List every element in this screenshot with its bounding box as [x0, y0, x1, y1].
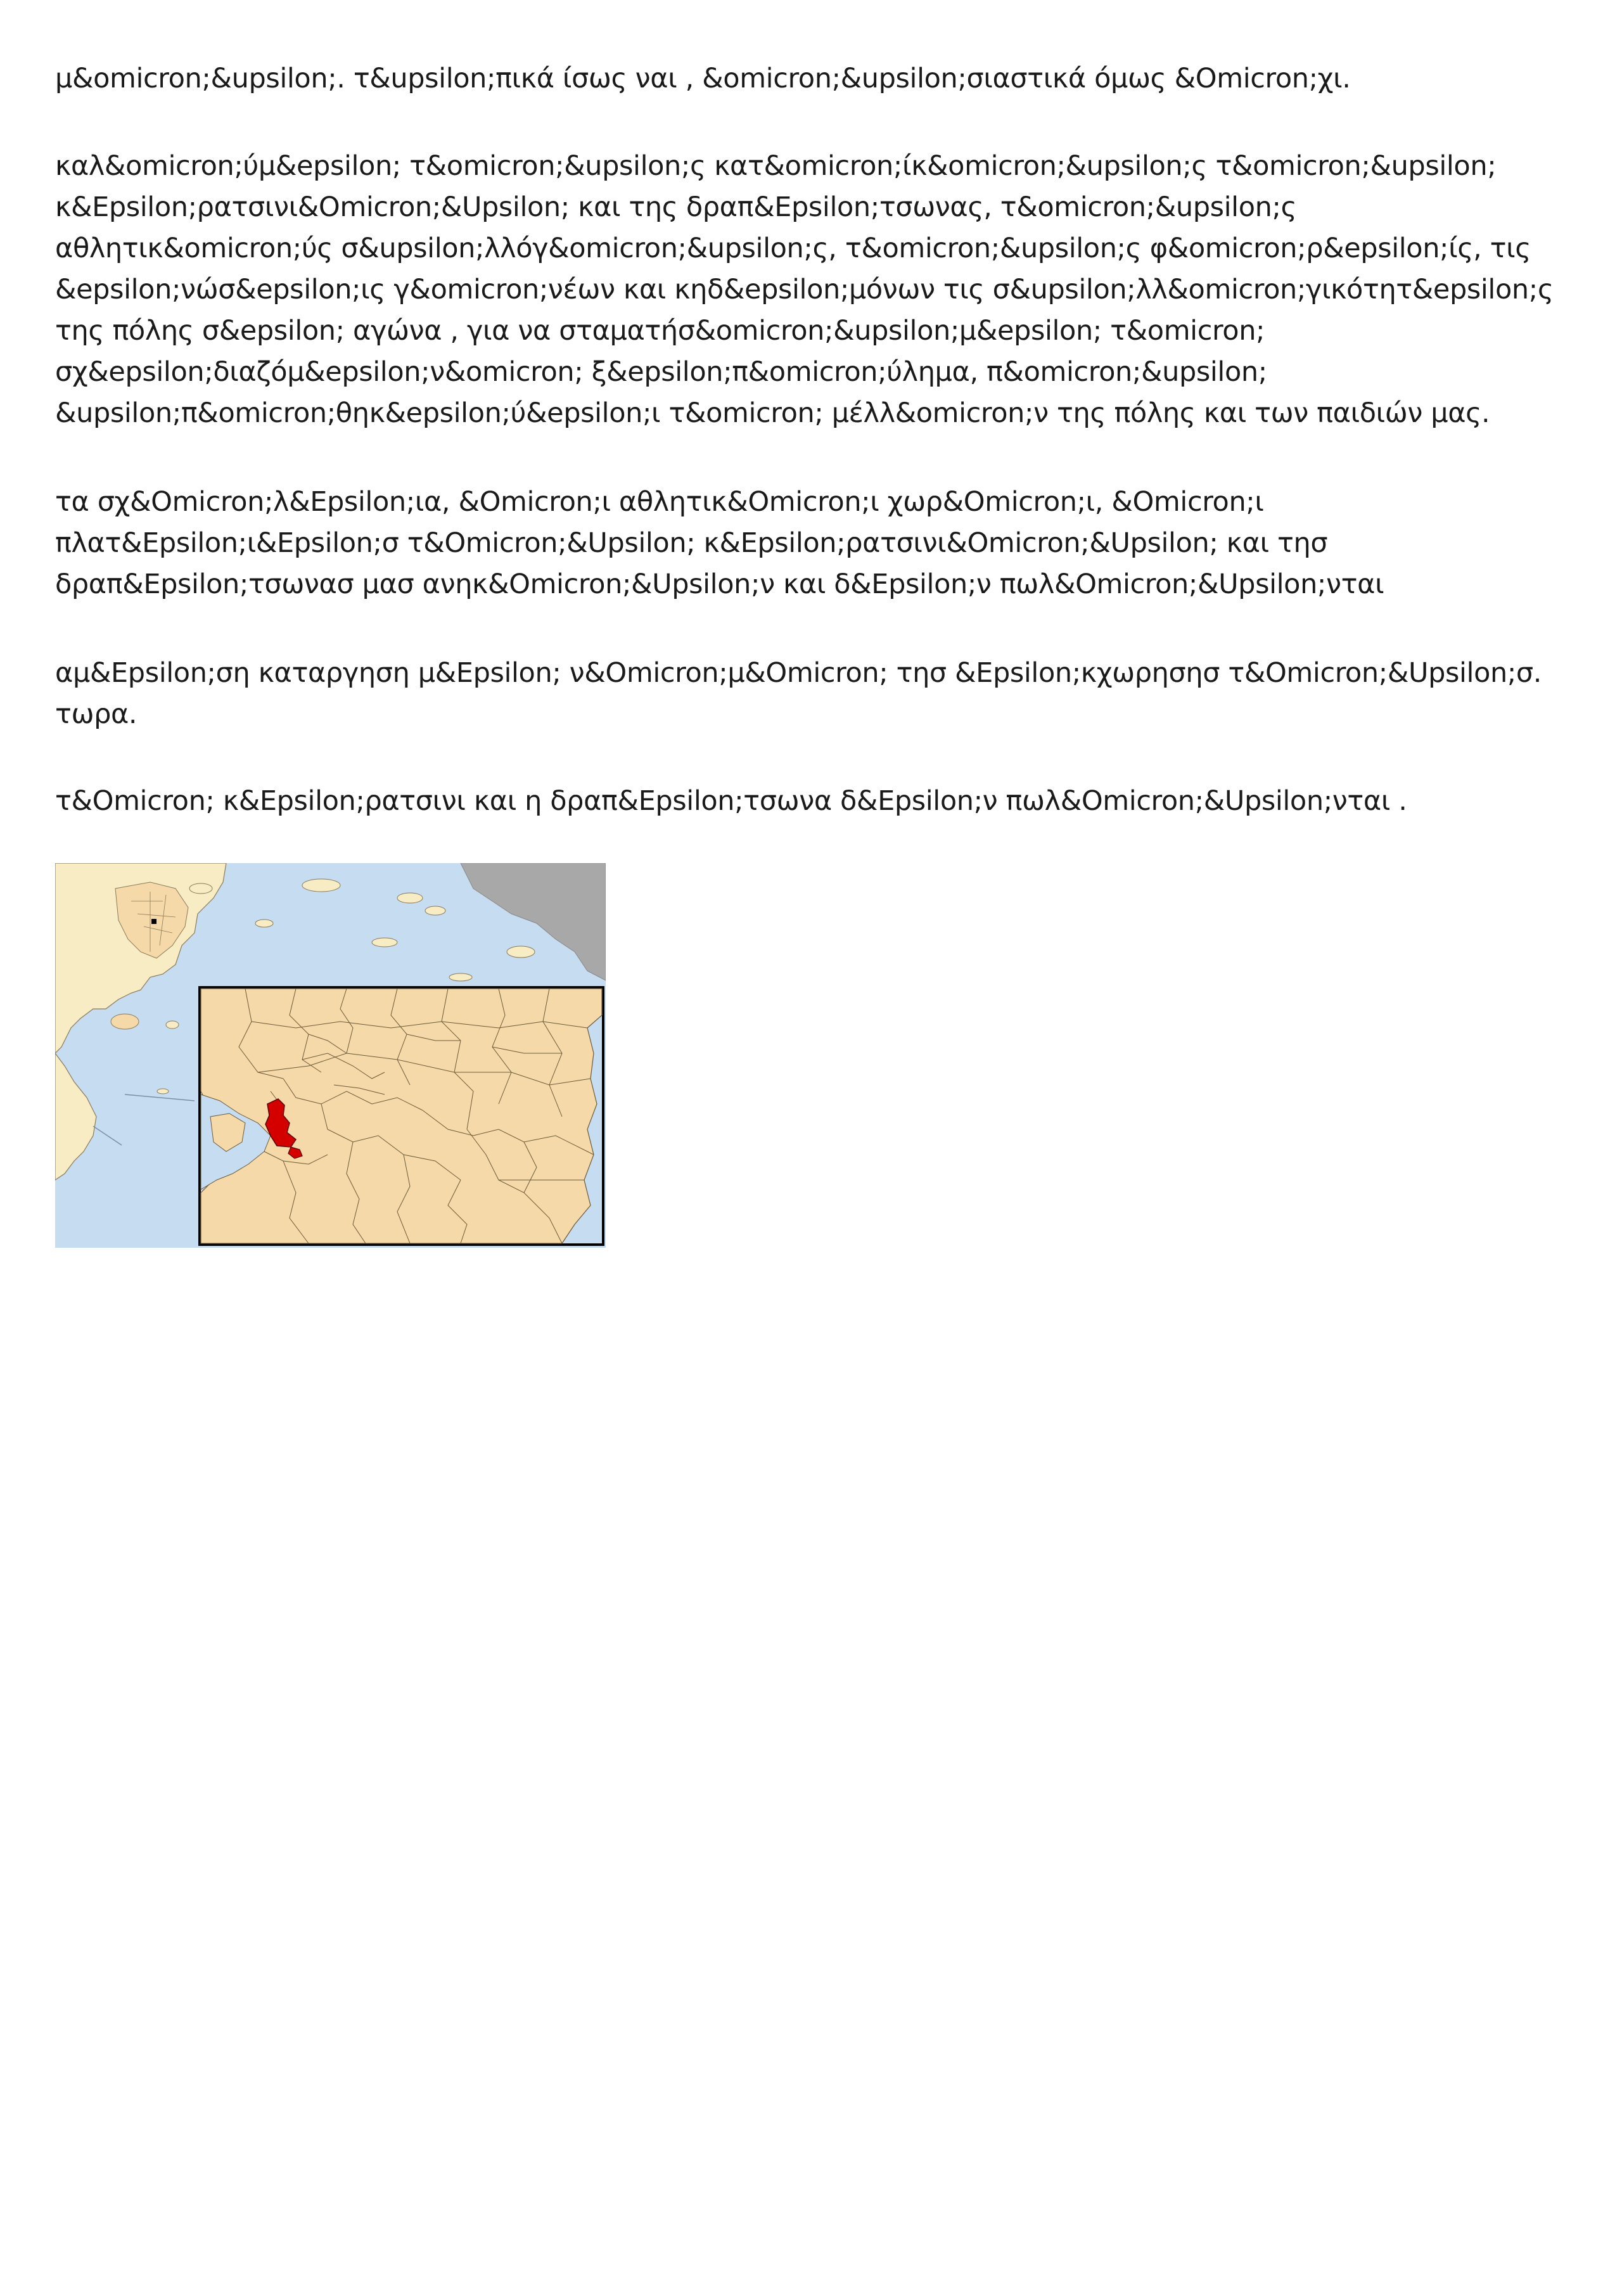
island	[157, 1089, 169, 1094]
island	[397, 893, 423, 903]
island	[372, 938, 397, 947]
locator-map-image	[55, 863, 606, 1248]
island	[111, 1014, 139, 1029]
paragraph-3	[55, 482, 1384, 605]
paragraph-line: της πόλης σ&epsilon; αγώνα , για να σταματήσ&omicron;&upsilon;μ&epsilon; τ&omicron;	[55, 315, 1265, 347]
paragraph-line: &upsilon;π&omicron;θηκ&epsilon;ύ&epsilon;ι τ&omicron; μέλλ&omicron;ν της πόλης και των παιδιών μας.	[55, 397, 1490, 429]
paragraph-4	[55, 653, 1542, 735]
island	[189, 883, 212, 894]
paragraph-line: πλατ&Epsilon;ι&Epsilon;σ τ&Omicron;&Upsilon; κ&Epsilon;ρατσινι&Omicron;&Upsilon; και τησ	[55, 527, 1328, 559]
paragraph-line: τ&Omicron; κ&Epsilon;ρατσινι και η δραπ&Epsilon;τσωνα δ&Epsilon;ν πωλ&Omicron;&Upsilon;νται .	[55, 785, 1407, 817]
paragraph-line: τωρα.	[55, 698, 137, 730]
paragraph-2	[55, 146, 1554, 434]
island	[166, 1021, 179, 1029]
paragraph-line: &epsilon;νώσ&epsilon;ις γ&omicron;νέων και κηδ&epsilon;μόνων τις σ&upsilon;λλ&omicron;γικότητ&epsilon;ς	[55, 274, 1554, 305]
paragraph-line: δραπ&Epsilon;τσωνασ μασ ανηκ&Omicron;&Upsilon;ν και δ&Epsilon;ν πωλ&Omicron;&Upsilon;νται	[55, 568, 1384, 600]
paragraph-line: καλ&omicron;ύμ&epsilon; τ&omicron;&upsilon;ς κατ&omicron;ίκ&omicron;&upsilon;ς τ&omicron;&upsilon;	[55, 150, 1497, 182]
island	[425, 906, 445, 915]
paragraph-5	[55, 781, 1407, 822]
paragraph-line: τα σχ&Omicron;λ&Epsilon;ια, &Omicron;ι αθλητικ&Omicron;ι χωρ&Omicron;ι, &Omicron;ι	[55, 486, 1264, 518]
island	[302, 879, 340, 892]
paragraph-line: αθλητικ&omicron;ύς σ&upsilon;λλόγ&omicron;&upsilon;ς, τ&omicron;&upsilon;ς φ&omicron;ρ&epsilon;ίς, τις	[55, 233, 1531, 264]
island	[507, 946, 535, 958]
paragraph-line: μ&omicron;&upsilon;. τ&upsilon;πικά ίσως ναι , &omicron;&upsilon;σιαστικά όμως &Omicron;χι.	[55, 63, 1351, 94]
paragraph-line: σχ&epsilon;διαζόμ&epsilon;ν&omicron; ξ&epsilon;π&omicron;ύλημα, π&omicron;&upsilon;	[55, 356, 1267, 388]
locator-marker	[151, 919, 156, 924]
island	[449, 973, 472, 981]
paragraph-line: αμ&Epsilon;ση καταργηση μ&Epsilon; ν&Omicron;μ&Omicron; τησ &Epsilon;κχωρησησ τ&Omicron;&Upsilon;σ.	[55, 657, 1542, 689]
paragraph-line: κ&Epsilon;ρατσινι&Omicron;&Upsilon; και της δραπ&Epsilon;τσωνας, τ&omicron;&upsilon;ς	[55, 191, 1297, 223]
paragraph-1	[55, 58, 1351, 99]
island	[255, 920, 273, 927]
